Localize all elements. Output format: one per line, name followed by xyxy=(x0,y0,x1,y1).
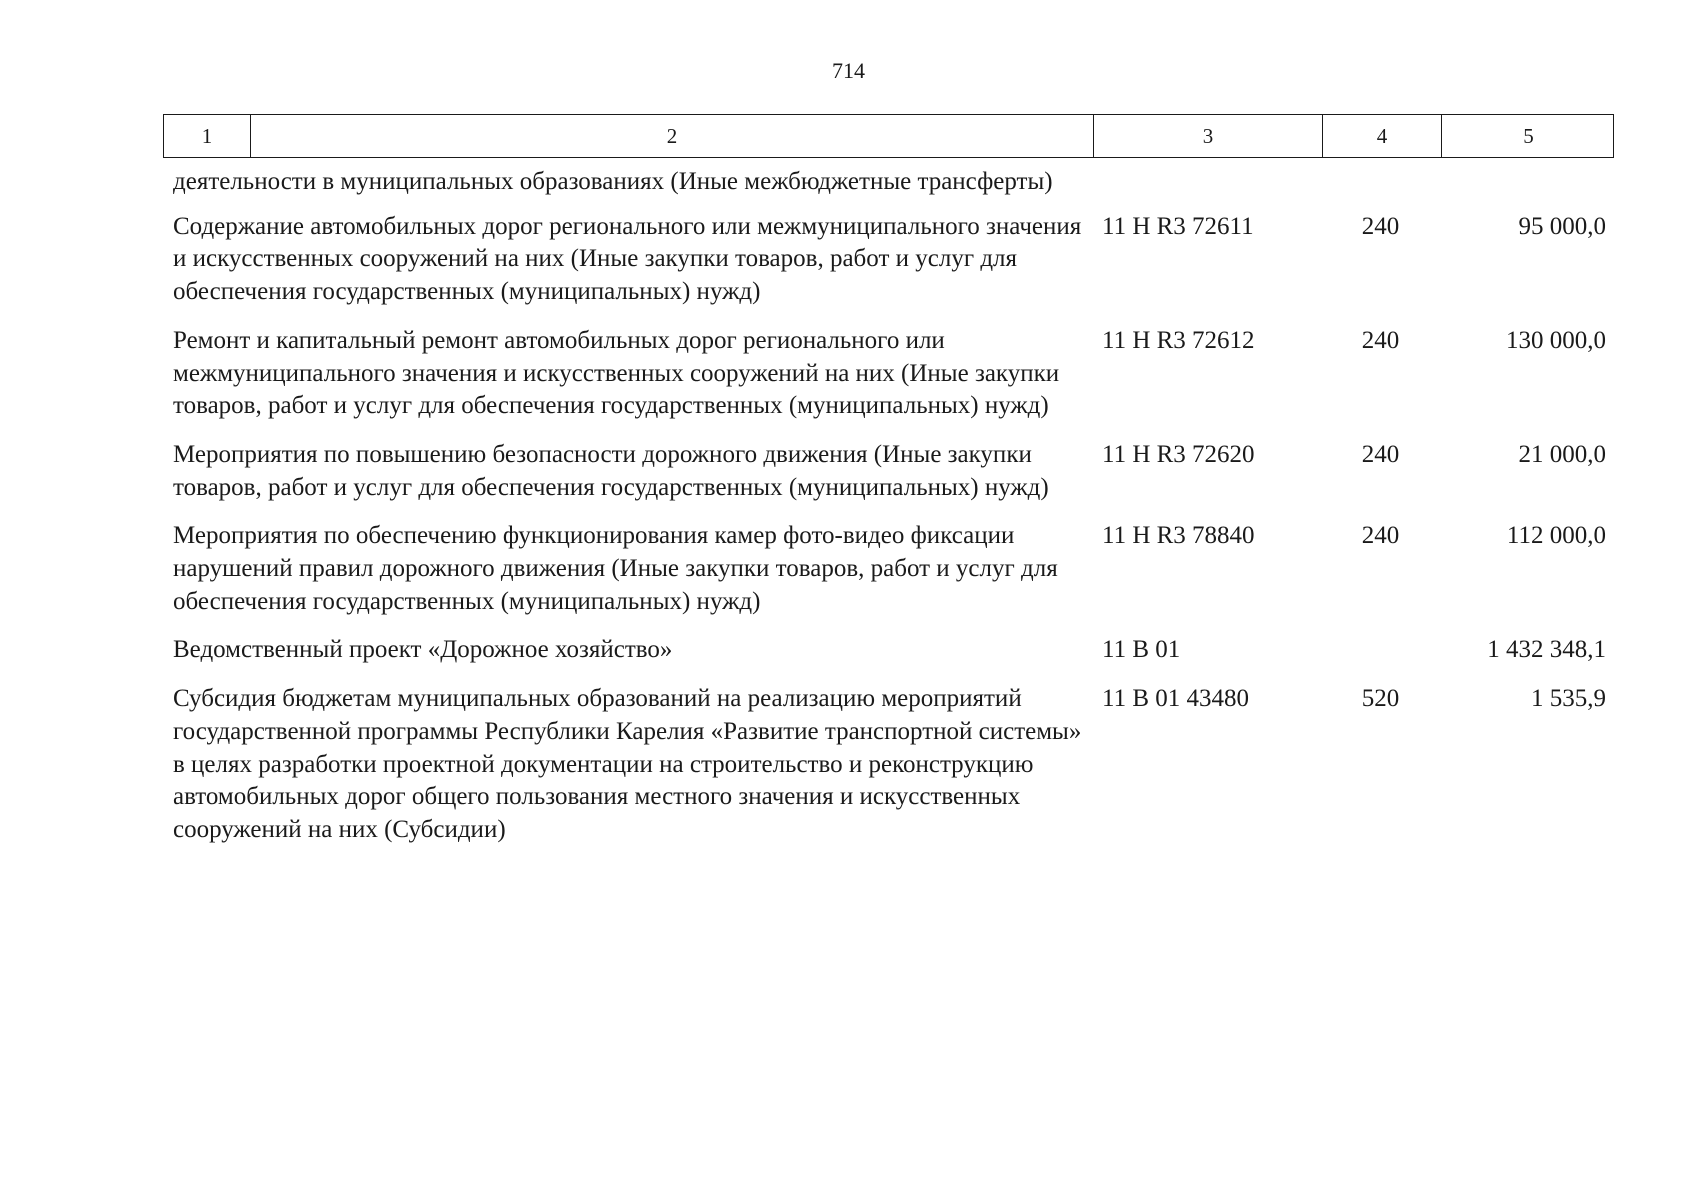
row-code: 11 Н R3 72612 xyxy=(1102,326,1255,354)
row-code: 11 Н R3 78840 xyxy=(1102,522,1255,550)
table-row xyxy=(163,634,1614,667)
row-expense-type xyxy=(1321,166,1440,199)
table-row xyxy=(163,166,1614,199)
table-body xyxy=(163,166,1614,863)
row-amount: 130 000,0 xyxy=(1506,326,1606,354)
page-number: 714 xyxy=(832,58,865,83)
header-cell-2: 2 xyxy=(250,115,1093,157)
row-expense-type: 240 xyxy=(1361,326,1400,354)
table-row xyxy=(163,439,1614,504)
header-cell-3: 3 xyxy=(1093,115,1322,157)
row-expense-type: 520 xyxy=(1361,685,1400,713)
row-code: 11 Н R3 72611 xyxy=(1102,212,1254,240)
row-description: Мероприятия по повышению безопасности дорожного движения (Иные закупки товаров, работ и услуг для обеспечения государственных (муниципальных) нужд) xyxy=(173,440,1049,501)
row-description: Мероприятия по обеспечению функционирования камер фото-видео фиксации нарушений правил дорожного движения (Иные закупки товаров, работ и услуг для обеспечения государственных (муниципальных) нужд) xyxy=(173,522,1058,615)
row-amount xyxy=(1440,166,1614,199)
row-code: 11 В 01 xyxy=(1102,636,1181,664)
row-description: Ремонт и капитальный ремонт автомобильных дорог регионального или межмуниципального значения и искусственных сооружений на них (Иные закупки товаров, работ и услуг для обеспечения государственных (муниципальных) нужд) xyxy=(173,326,1060,420)
row-amount: 112 000,0 xyxy=(1506,522,1606,550)
row-description: Ведомственный проект «Дорожное хозяйство» xyxy=(173,636,673,664)
row-code: 11 Н R3 72620 xyxy=(1102,440,1255,468)
row-expense-type: 240 xyxy=(1361,440,1400,468)
table-header xyxy=(163,114,1614,158)
row-amount: 1 432 348,1 xyxy=(1487,636,1606,664)
header-cell-1: 1 xyxy=(201,123,213,148)
table-row xyxy=(163,211,1614,309)
row-amount: 21 000,0 xyxy=(1518,440,1606,468)
row-expense-type: 240 xyxy=(1361,212,1400,240)
row-expense-type: 240 xyxy=(1361,522,1400,550)
header-cell-5: 5 xyxy=(1441,115,1615,157)
table-row xyxy=(163,683,1614,847)
row-description: деятельности в муниципальных образованиях (Иные межбюджетные трансферты) xyxy=(173,168,1053,195)
table-row xyxy=(163,520,1614,618)
row-amount: 1 535,9 xyxy=(1531,685,1606,713)
row-amount: 95 000,0 xyxy=(1518,212,1606,240)
row-description: Содержание автомобильных дорог регионального или межмуниципального значения и искусственных сооружений на них (Иные закупки товаров, работ и услуг для обеспечения государственных (муниципальных) нужд) xyxy=(173,212,1082,306)
row-expense-type xyxy=(1321,634,1440,667)
table-row xyxy=(163,325,1614,423)
row-code: 11 В 01 43480 xyxy=(1102,685,1249,713)
row-description: Субсидия бюджетам муниципальных образований на реализацию мероприятий государственной программы Республики Карелия «Развитие транспортной системы» в целях разработки проектной документации на строительство и реконструкцию автомобильных дорог общего пользования местного значения и искусственных сооружений на них (Субсидии) xyxy=(173,685,1082,843)
header-cell-4: 4 xyxy=(1322,115,1441,157)
row-code xyxy=(1092,166,1321,199)
